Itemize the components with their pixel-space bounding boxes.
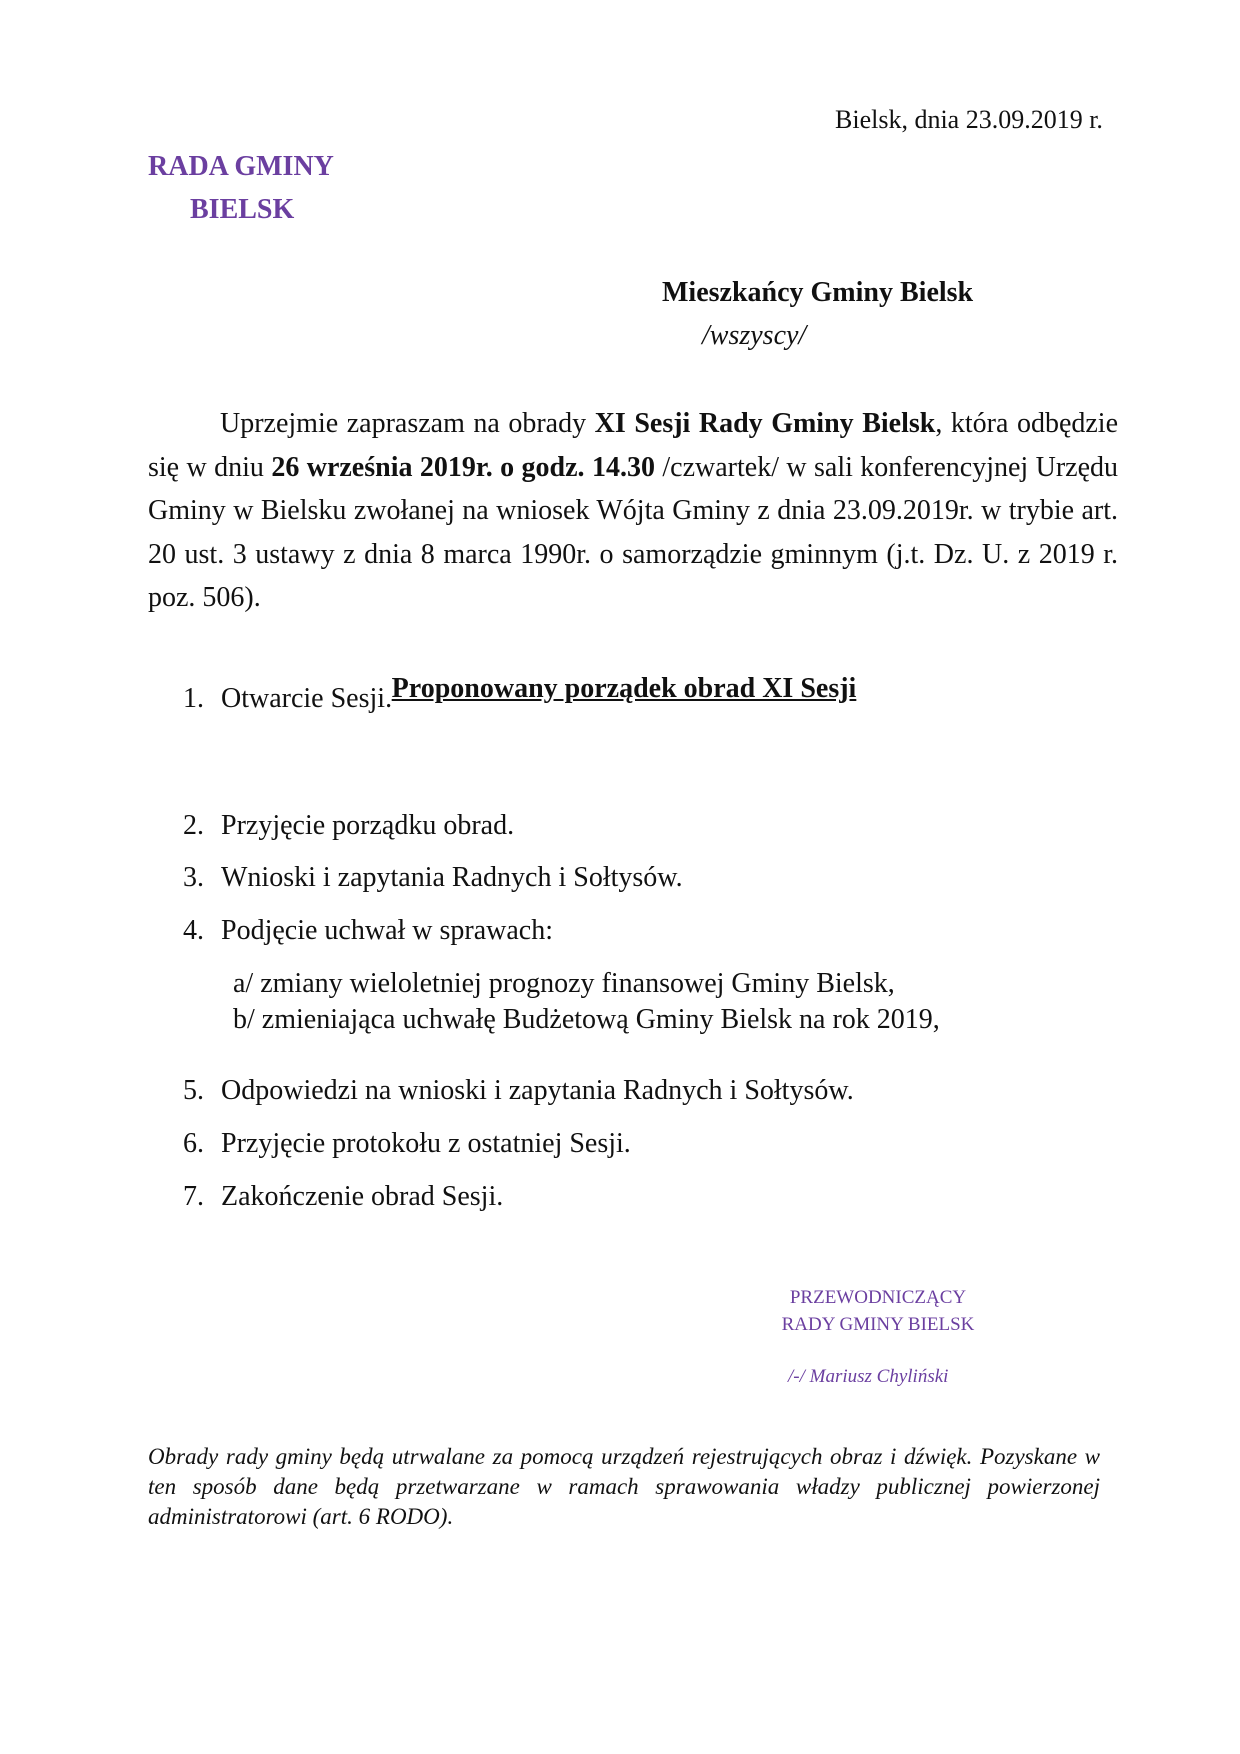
agenda-item <box>183 862 683 894</box>
agenda-item-text: Wnioski i zapytania Radnych i Sołtysów. <box>221 862 683 893</box>
agenda-item-number: 5. <box>183 1075 204 1106</box>
issuer-block <box>148 145 334 231</box>
agenda-item-text: Przyjęcie porządku obrad. <box>221 810 515 841</box>
invitation-text-2: , która odbędzie się w dniu <box>148 408 1119 483</box>
recording-notice: Obrady rady gminy będą utrwalane za pomocą urządzeń rejestrujących obraz i dźwięk. Pozyskane w ten sposób dane będą przetwarzane w ramach sprawowania władzy publicznej powierzonej administratorowi (art. 6 RODO). <box>148 1444 1100 1529</box>
agenda-item-text: Zakończenie obrad Sesji. <box>221 1181 504 1212</box>
agenda-item <box>183 683 392 715</box>
issuer-line-2: BIELSK <box>190 194 295 225</box>
agenda-item <box>183 1128 631 1160</box>
signature-title-1: PRZEWODNICZĄCY <box>789 1287 967 1308</box>
invitation-text-3: /czwartek/ w sali konferencyjnej Urzędu Gminy w Bielsku zwołanej na wniosek Wójta Gminy z dnia 23.09.2019r. w trybie art. 20 ust. 3 ustawy z dnia 8 marca 1990r. o samorządzie gminnym (j.t. Dz. U. z 2019 r. poz. 506). <box>148 451 1119 613</box>
invitation-text-1: Uprzejmie zapraszam na obrady <box>220 408 595 439</box>
agenda-item-text: Otwarcie Sesji. <box>221 683 393 714</box>
agenda-item <box>183 915 553 947</box>
recipient-name: Mieszkańcy Gminy Bielsk <box>662 277 974 308</box>
issuer-line-1: RADA GMINY <box>148 151 334 182</box>
session-name: XI Sesji Rady Gminy Bielsk <box>594 408 936 439</box>
agenda-heading: Proponowany porządek obrad XI Sesji <box>391 673 857 704</box>
agenda-item-number: 6. <box>183 1128 204 1159</box>
agenda-item <box>183 1181 503 1213</box>
agenda-item-number: 7. <box>183 1181 204 1212</box>
agenda-item-text: Odpowiedzi na wnioski i zapytania Radnych i Sołtysów. <box>221 1075 854 1106</box>
agenda-item-number: 1. <box>183 683 204 714</box>
agenda-subitem: b/ zmieniająca uchwałę Budżetową Gminy Bielsk na rok 2019, <box>233 1004 940 1035</box>
agenda-item <box>183 1075 854 1107</box>
agenda-item-number: 2. <box>183 810 204 841</box>
invitation-paragraph <box>148 402 1118 620</box>
signature-name: /-/ Mariusz Chyliński <box>788 1366 949 1387</box>
agenda-item-text: Podjęcie uchwał w sprawach: <box>221 915 553 946</box>
agenda-subitem: a/ zmiany wieloletniej prognozy finansowej Gminy Bielsk, <box>233 968 895 999</box>
recipient-sub: /wszyscy/ <box>702 320 807 351</box>
agenda-item-text: Przyjęcie protokołu z ostatniej Sesji. <box>221 1128 631 1159</box>
signature-title-2: RADY GMINY BIELSK <box>781 1314 975 1335</box>
agenda-item-number: 3. <box>183 862 204 893</box>
document-date: Bielsk, dnia 23.09.2019 r. <box>835 105 1103 134</box>
session-datetime: 26 września 2019r. o godz. 14.30 <box>271 451 655 483</box>
agenda-item <box>183 810 514 842</box>
agenda-item-number: 4. <box>183 915 204 946</box>
